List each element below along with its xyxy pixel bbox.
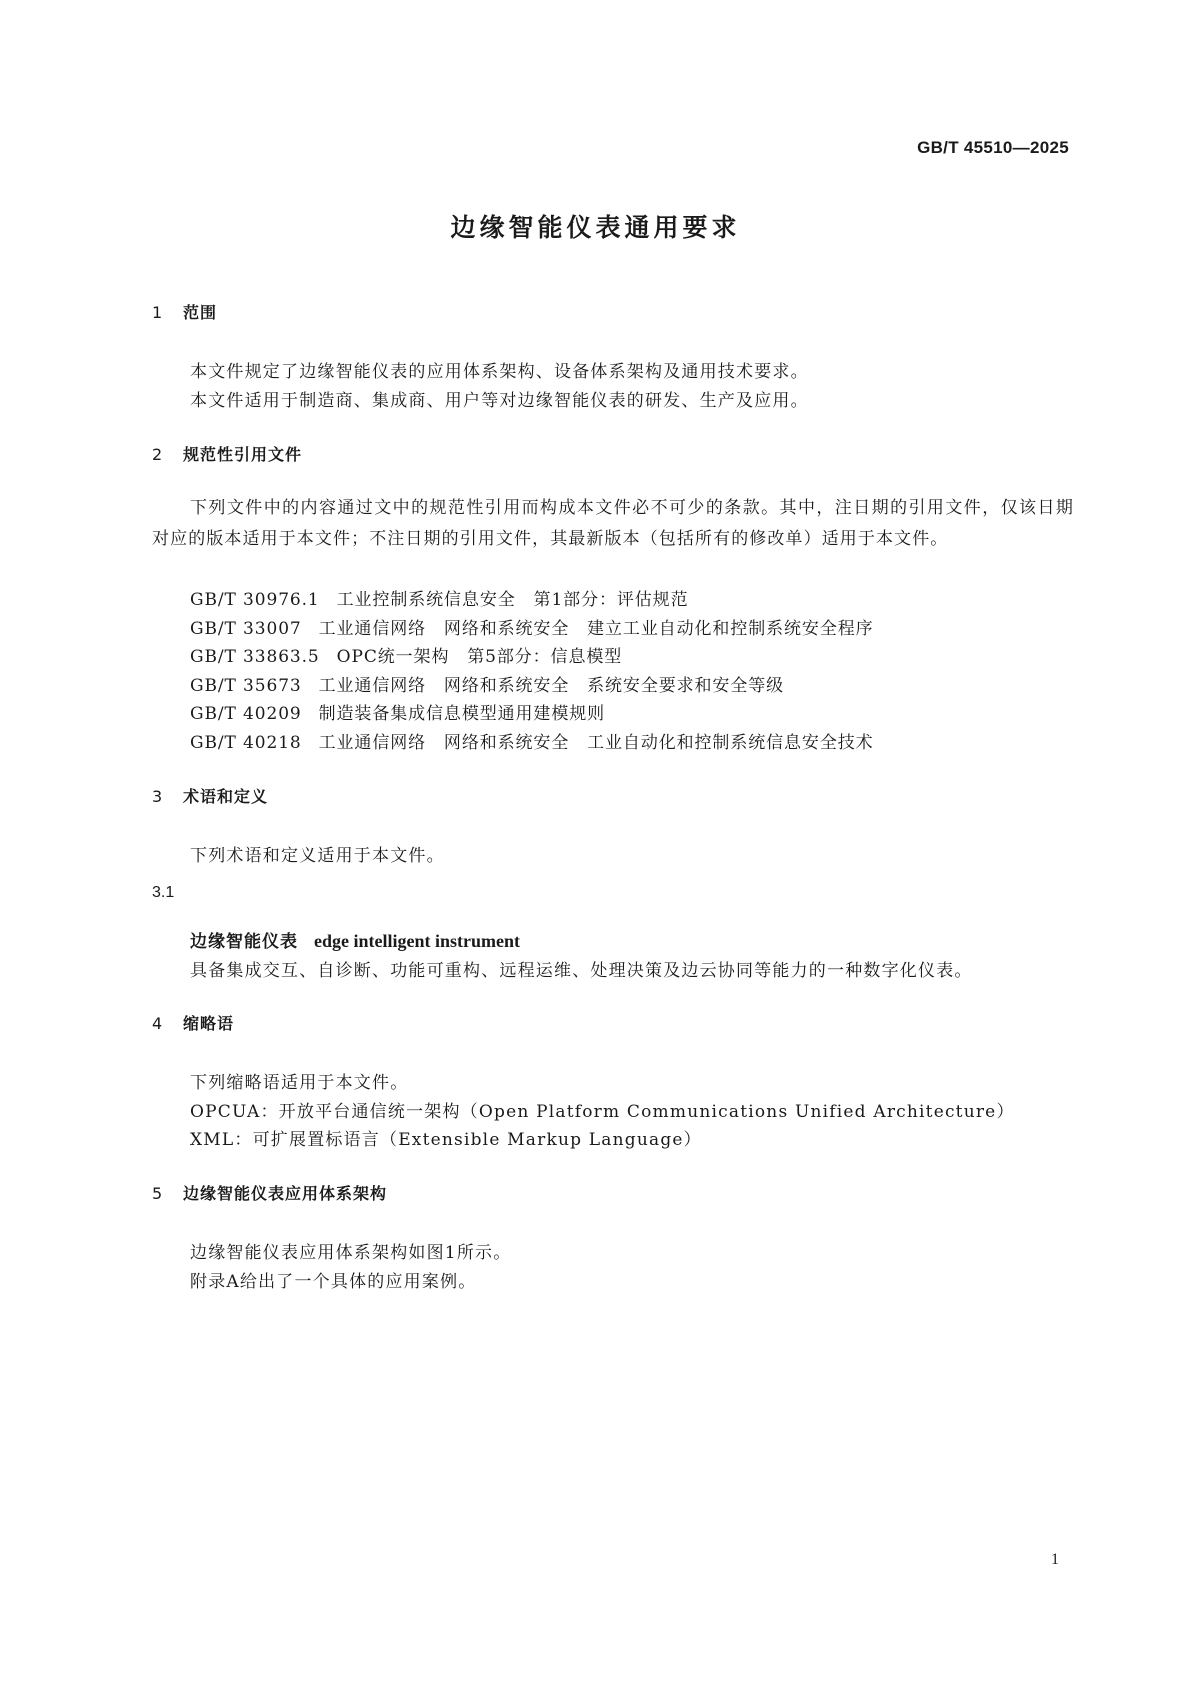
section-4-heading xyxy=(152,1011,234,1034)
section-title: 缩略语 xyxy=(183,1014,235,1033)
scope-line-2: 本文件适用于制造商、集成商、用户等对边缘智能仪表的研发、生产及应用。 xyxy=(190,391,809,411)
section-3-heading xyxy=(152,784,268,807)
reference-title: 工业通信网络 网络和系统安全 工业自动化和控制系统信息安全技术 xyxy=(318,733,874,753)
term-en: edge intelligent instrument xyxy=(314,931,520,951)
section-title: 范围 xyxy=(183,303,218,322)
section-number: 4 xyxy=(152,1014,164,1033)
term-zh: 边缘智能仪表 xyxy=(190,932,298,952)
scope-line-1: 本文件规定了边缘智能仪表的应用体系架构、设备体系架构及通用技术要求。 xyxy=(190,362,809,382)
reference-item xyxy=(190,699,605,724)
reference-title: OPC统一架构 第5部分：信息模型 xyxy=(336,647,623,667)
term-entry xyxy=(190,927,520,952)
reference-item xyxy=(190,585,688,610)
term-number: 3.1 xyxy=(152,884,175,901)
abbreviation-xml: XML：可扩展置标语言（Extensible Markup Language） xyxy=(190,1130,702,1150)
document-title: 边缘智能仪表通用要求 xyxy=(450,213,741,242)
reference-title: 制造装备集成信息模型通用建模规则 xyxy=(318,704,606,724)
normative-references-intro: 下列文件中的内容通过文中的规范性引用而构成本文件必不可少的条款。其中，注日期的引用文件，仅该日期对应的版本适用于本文件；不注日期的引用文件，其最新版本（包括所有的修改单）适用于本文件。 xyxy=(152,498,1074,549)
abbreviation-opcua: OPCUA：开放平台通信统一架构（Open Platform Communications Unified Architecture） xyxy=(190,1102,1015,1122)
reference-title: 工业通信网络 网络和系统安全 系统安全要求和安全等级 xyxy=(318,676,785,696)
standard-number: GB/T 45510—2025 xyxy=(917,138,1069,157)
reference-code: GB/T 35673 xyxy=(190,676,302,696)
architecture-line-2: 附录A给出了一个具体的应用案例。 xyxy=(190,1272,477,1292)
section-number: 1 xyxy=(152,303,164,322)
section-number: 2 xyxy=(152,445,164,464)
section-5-heading xyxy=(152,1181,387,1204)
section-2-heading xyxy=(152,442,302,465)
section-title: 边缘智能仪表应用体系架构 xyxy=(183,1184,388,1203)
reference-code: GB/T 40209 xyxy=(190,704,302,724)
section-title: 规范性引用文件 xyxy=(183,445,303,464)
reference-item xyxy=(190,728,874,753)
term-definition: 具备集成交互、自诊断、功能可重构、远程运维、处理决策及边云协同等能力的一种数字化仪表。 xyxy=(190,961,973,981)
reference-item xyxy=(190,642,622,667)
reference-item xyxy=(190,671,784,696)
abbreviations-intro: 下列缩略语适用于本文件。 xyxy=(190,1073,409,1093)
page-number: 1 xyxy=(1051,1551,1059,1568)
reference-title: 工业通信网络 网络和系统安全 建立工业自动化和控制系统安全程序 xyxy=(318,619,874,639)
reference-title: 工业控制系统信息安全 第1部分：评估规范 xyxy=(336,590,689,610)
reference-code: GB/T 33863.5 xyxy=(190,647,320,667)
section-title: 术语和定义 xyxy=(183,787,269,806)
reference-item xyxy=(190,614,874,639)
section-1-heading xyxy=(152,300,217,323)
reference-code: GB/T 40218 xyxy=(190,733,302,753)
architecture-line-1: 边缘智能仪表应用体系架构如图1所示。 xyxy=(190,1243,512,1263)
section-number: 5 xyxy=(152,1184,164,1203)
section-number: 3 xyxy=(152,787,164,806)
terms-intro: 下列术语和定义适用于本文件。 xyxy=(190,846,445,866)
reference-code: GB/T 30976.1 xyxy=(190,590,320,610)
reference-code: GB/T 33007 xyxy=(190,619,302,639)
